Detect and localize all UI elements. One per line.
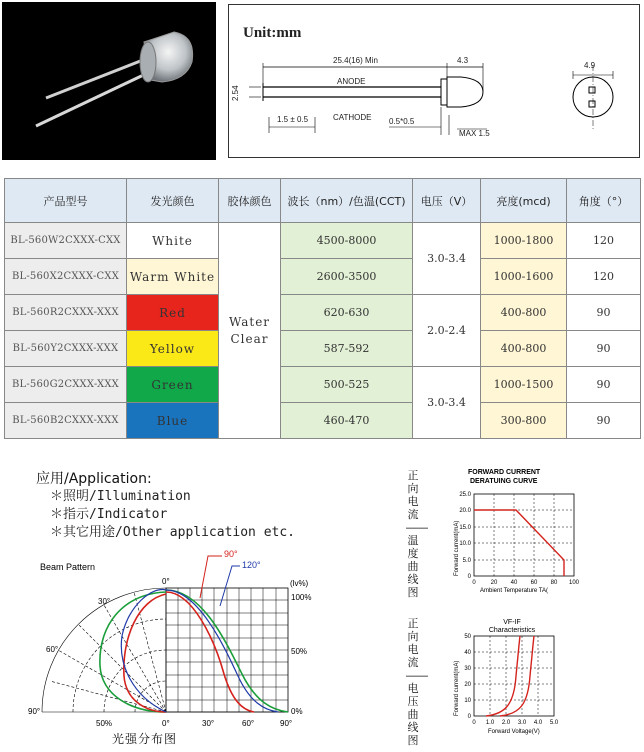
application-item: ＊其它用途/Other application etc.	[50, 525, 296, 540]
table-row	[5, 259, 641, 295]
spec-table	[4, 178, 641, 439]
xtick: 20	[490, 580, 498, 586]
dim-max15: MAX 1.5	[459, 129, 490, 138]
ytick: 5.0	[462, 558, 471, 564]
iv-tick-0: 0%	[291, 707, 303, 716]
product-photo	[2, 2, 216, 160]
rect-grid	[166, 588, 288, 712]
xtick: 4.0	[533, 720, 543, 726]
bottom-tick-60: 60°	[242, 719, 255, 728]
gel-color-cell	[219, 223, 281, 439]
beam-title: Beam Pattern	[40, 562, 96, 572]
header-voltage: 电压（V）	[413, 179, 481, 223]
current-yticks	[459, 492, 471, 580]
header-gel: 胶体颜色	[219, 179, 281, 223]
angle-cell: 90	[567, 295, 641, 331]
iv-tick-50: 50%	[291, 647, 308, 656]
color-cell: White	[127, 223, 219, 259]
vfif-yticks	[464, 634, 471, 720]
dim-49: 4.9	[584, 61, 596, 70]
vfif-grid	[474, 636, 554, 716]
xtick: 40	[510, 580, 518, 586]
current-grid	[474, 494, 574, 576]
blue-rect-curve	[166, 590, 278, 712]
label-120: 120°	[242, 560, 261, 570]
iv-tick-100: 100%	[291, 593, 312, 602]
color-cell: Red	[127, 295, 219, 331]
xtick: 80	[550, 580, 558, 586]
ytick: 25.0	[459, 492, 471, 498]
current-side-label-wrap	[406, 470, 428, 599]
anode-label: ANODE	[337, 77, 366, 86]
bottom-tick-0: 0°	[162, 719, 170, 728]
model-cell: BL-560R2CXXX-XXX	[5, 295, 127, 331]
color-cell: Warm White	[127, 259, 219, 295]
ytick: 0	[467, 714, 471, 720]
led-outline-svg	[229, 5, 641, 159]
label-30deg: 30°	[98, 597, 111, 606]
ytick: 50	[464, 634, 471, 640]
gel-line2: Clear	[230, 331, 269, 346]
dim-15: 1.5 ± 0.5	[277, 115, 309, 124]
wavelength-cell: 4500-8000	[281, 223, 413, 259]
vfif-side-label: 正向电流——电压曲线图	[406, 618, 428, 747]
angle-cell: 90	[567, 331, 641, 367]
ytick: 0	[467, 574, 471, 580]
vfif-curve-other	[500, 636, 534, 716]
ytick: 20.0	[459, 508, 471, 514]
model-cell: BL-560B2CXXX-XXX	[5, 403, 127, 439]
led-image	[2, 2, 216, 160]
wavelength-cell: 2600-3500	[281, 259, 413, 295]
voltage-cell: 3.0-3.4	[413, 223, 481, 295]
color-cell: Yellow	[127, 331, 219, 367]
model-cell: BL-560W2CXXX-CXX	[5, 223, 127, 259]
iv-label: (lv%)	[290, 579, 309, 588]
vf-if-chart	[404, 616, 604, 750]
current-title-2: DERATUING CURVE	[470, 478, 538, 485]
table-header-row	[5, 179, 641, 223]
red-polar-curve	[124, 594, 166, 712]
label-90deg: 90°	[28, 707, 41, 716]
vfif-curve-red	[486, 636, 520, 716]
table-row	[5, 295, 641, 331]
xtick: 5.0	[549, 720, 559, 726]
header-brightness: 亮度(mcd)	[481, 179, 567, 223]
xtick: 60	[530, 580, 538, 586]
table-row	[5, 367, 641, 403]
model-cell: BL-560Y2CXXX-XXX	[5, 331, 127, 367]
wavelength-cell: 460-470	[281, 403, 413, 439]
xtick: 1.0	[485, 720, 495, 726]
bottom-tick-30: 30°	[202, 719, 215, 728]
red-leader	[200, 556, 222, 598]
current-ylabel: Forward current(mA)	[454, 520, 460, 576]
ytick: 10.0	[459, 541, 471, 547]
cathode-label: CATHODE	[333, 113, 372, 122]
angle-cell: 120	[567, 223, 641, 259]
current-xlabel: Ambient Temperature TA(	[480, 588, 549, 594]
ytick: 15.0	[459, 525, 471, 531]
wavelength-cell: 587-592	[281, 331, 413, 367]
xtick: 3.0	[517, 720, 527, 726]
voltage-cell: 2.0-2.4	[413, 295, 481, 367]
header-angle: 角度（°）	[567, 179, 641, 223]
vfif-title-2: Characteristics	[488, 627, 536, 634]
label-90: 90°	[224, 549, 238, 559]
xtick: 0	[472, 580, 476, 586]
brightness-cell: 1000-1500	[481, 367, 567, 403]
color-cell: Blue	[127, 403, 219, 439]
xtick: 0	[472, 720, 476, 726]
vfif-xlabel: Forward Voltage(V)	[488, 729, 540, 735]
unit-label: Unit:mm	[243, 25, 302, 41]
wavelength-cell: 620-630	[281, 295, 413, 331]
table-row	[5, 331, 641, 367]
model-cell: BL-560G2CXXX-XXX	[5, 367, 127, 403]
vfif-xticks	[472, 720, 559, 726]
dim-05: 0.5*0.5	[389, 117, 415, 126]
red-rect-curve	[166, 592, 254, 712]
ytick: 10	[464, 698, 471, 704]
angle-cell: 120	[567, 259, 641, 295]
forward-current-chart	[404, 464, 604, 599]
table-row	[5, 223, 641, 259]
model-cell: BL-560X2CXXX-CXX	[5, 259, 127, 295]
label-0deg-top: 0°	[162, 577, 170, 586]
dim-43: 4.3	[457, 56, 469, 65]
bottom-tick-50: 50%	[96, 719, 113, 728]
xtick: 2.0	[501, 720, 511, 726]
gel-line1: Water	[228, 314, 271, 329]
ytick: 40	[464, 650, 471, 656]
brightness-cell: 400-800	[481, 295, 567, 331]
header-model: 产品型号	[5, 179, 127, 223]
voltage-cell: 3.0-3.4	[413, 367, 481, 439]
header-wavelength: 波长（nm）/色温(CCT)	[281, 179, 413, 223]
beam-caption: 光强分布图	[112, 732, 178, 746]
table-row	[5, 403, 641, 439]
bottom-tick-90: 90°	[280, 719, 293, 728]
brightness-cell: 1000-1800	[481, 223, 567, 259]
brightness-cell: 1000-1600	[481, 259, 567, 295]
header-color: 发光颜色	[127, 179, 219, 223]
color-cell: Green	[127, 367, 219, 403]
application-title: 应用/Application:	[36, 471, 152, 487]
ytick: 20	[464, 682, 471, 688]
dim-length: 25.4(16) Min	[333, 56, 378, 65]
dim-254: 2.54	[231, 85, 240, 101]
wavelength-cell: 500-525	[281, 367, 413, 403]
xtick: 100	[568, 580, 580, 586]
angle-cell: 90	[567, 403, 641, 439]
current-side-label: 正向电流——温度曲线图	[406, 470, 428, 599]
vfif-side-label-wrap	[406, 618, 428, 750]
vfif-ylabel: Forward current(mA)	[454, 660, 460, 716]
brightness-cell: 300-800	[481, 403, 567, 439]
application-section	[36, 468, 295, 542]
ytick: 30	[464, 666, 471, 672]
current-title-1: FORWARD CURRENT	[468, 469, 541, 476]
application-item: ＊指示/Indicator	[50, 507, 168, 522]
vfif-title-1: VF-IF	[503, 619, 521, 626]
beam-pattern-chart	[2, 546, 312, 728]
dimension-drawing	[228, 4, 640, 158]
application-item: ＊照明/Illumination	[50, 489, 191, 504]
current-xticks	[472, 580, 579, 586]
brightness-cell: 400-800	[481, 331, 567, 367]
label-60deg: 60°	[46, 645, 59, 654]
angle-cell: 90	[567, 367, 641, 403]
